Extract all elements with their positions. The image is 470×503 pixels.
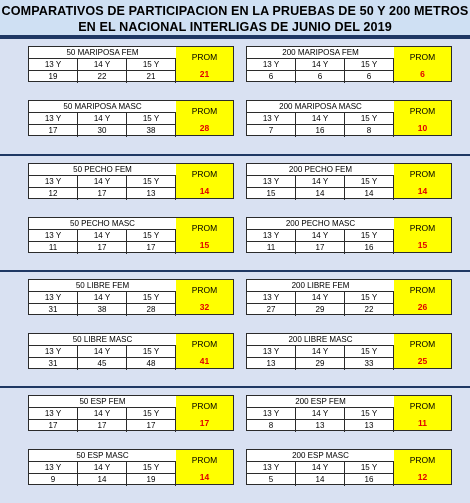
column-header: 14 Y	[296, 59, 345, 71]
value-cell: 27	[247, 304, 296, 316]
value-cell: 38	[78, 304, 127, 316]
prom-cell	[176, 450, 233, 484]
header-title-line2: EN EL NACIONAL INTERLIGAS DE JUNIO DEL 2019	[78, 20, 392, 34]
prom-value: 12	[417, 472, 428, 482]
table-title: 50 ESP MASC	[29, 450, 176, 462]
header-title-line1: COMPARATIVOS DE PARTICIPACION EN LA PRUEBAS DE 50 Y 200 METROS	[1, 4, 469, 18]
column-header: 14 Y	[78, 59, 127, 71]
column-header: 15 Y	[345, 59, 394, 71]
value-cell: 33	[345, 358, 394, 370]
prom-cell	[176, 334, 233, 368]
column-header: 15 Y	[127, 408, 176, 420]
column-header: 14 Y	[78, 462, 127, 474]
prom-value: 15	[417, 240, 428, 250]
prom-cell	[394, 280, 451, 314]
column-header: 13 Y	[247, 59, 296, 71]
column-header: 13 Y	[29, 59, 78, 71]
table-title: 50 MARIPOSA MASC	[29, 101, 176, 113]
prom-label: PROM	[191, 455, 218, 465]
column-header: 13 Y	[29, 230, 78, 242]
stats-table	[28, 395, 234, 431]
prom-cell	[176, 396, 233, 430]
value-cell: 19	[127, 474, 176, 486]
table-title: 50 PECHO FEM	[29, 164, 176, 176]
value-cell: 14	[78, 474, 127, 486]
value-cell: 16	[296, 125, 345, 137]
column-header: 14 Y	[78, 176, 127, 188]
value-cell: 17	[78, 242, 127, 254]
table-title: 50 LIBRE FEM	[29, 280, 176, 292]
column-header: 14 Y	[296, 408, 345, 420]
stats-table	[28, 46, 234, 82]
value-cell: 13	[345, 420, 394, 432]
prom-value: 14	[417, 186, 428, 196]
stats-table	[28, 163, 234, 199]
value-cell: 17	[296, 242, 345, 254]
table-title: 200 MARIPOSA FEM	[247, 47, 394, 59]
value-cell: 29	[296, 304, 345, 316]
column-header: 13 Y	[29, 292, 78, 304]
value-cell: 31	[29, 358, 78, 370]
column-header: 15 Y	[345, 462, 394, 474]
column-header: 13 Y	[29, 113, 78, 125]
table-title: 200 PECHO MASC	[247, 218, 394, 230]
prom-cell	[394, 101, 451, 135]
prom-cell	[394, 396, 451, 430]
stats-table	[246, 333, 452, 369]
stats-table	[246, 279, 452, 315]
prom-cell	[394, 164, 451, 198]
prom-cell	[394, 47, 451, 81]
report-header	[0, 0, 470, 37]
value-cell: 21	[127, 71, 176, 83]
column-header: 14 Y	[78, 408, 127, 420]
table-title: 50 ESP FEM	[29, 396, 176, 408]
column-header: 14 Y	[296, 176, 345, 188]
table-title: 200 LIBRE FEM	[247, 280, 394, 292]
prom-label: PROM	[409, 401, 436, 411]
stats-table	[28, 217, 234, 253]
prom-label: PROM	[409, 106, 436, 116]
prom-cell	[176, 164, 233, 198]
value-cell: 17	[29, 420, 78, 432]
prom-value: 41	[199, 356, 210, 366]
column-header: 15 Y	[345, 113, 394, 125]
prom-value: 15	[199, 240, 210, 250]
table-title: 200 ESP MASC	[247, 450, 394, 462]
column-header: 13 Y	[29, 346, 78, 358]
value-cell: 17	[127, 242, 176, 254]
value-cell: 31	[29, 304, 78, 316]
value-cell: 17	[78, 188, 127, 200]
prom-cell	[394, 218, 451, 252]
value-cell: 11	[247, 242, 296, 254]
value-cell: 8	[345, 125, 394, 137]
column-header: 15 Y	[127, 346, 176, 358]
column-header: 14 Y	[78, 346, 127, 358]
column-header: 15 Y	[345, 230, 394, 242]
value-cell: 6	[247, 71, 296, 83]
stats-table	[28, 333, 234, 369]
prom-label: PROM	[191, 339, 218, 349]
value-cell: 22	[345, 304, 394, 316]
prom-value: 14	[199, 186, 210, 196]
column-header: 13 Y	[247, 292, 296, 304]
prom-value: 6	[420, 69, 425, 79]
column-header: 14 Y	[296, 230, 345, 242]
column-header: 14 Y	[78, 113, 127, 125]
column-header: 15 Y	[127, 292, 176, 304]
table-title: 50 MARIPOSA FEM	[29, 47, 176, 59]
stats-table	[246, 163, 452, 199]
prom-cell	[394, 334, 451, 368]
table-title: 50 PECHO MASC	[29, 218, 176, 230]
prom-label: PROM	[409, 169, 436, 179]
column-header: 13 Y	[247, 462, 296, 474]
column-header: 15 Y	[127, 113, 176, 125]
value-cell: 13	[127, 188, 176, 200]
stats-table	[28, 279, 234, 315]
value-cell: 45	[78, 358, 127, 370]
value-cell: 16	[345, 474, 394, 486]
table-title: 200 LIBRE MASC	[247, 334, 394, 346]
prom-label: PROM	[191, 285, 218, 295]
stats-table	[246, 395, 452, 431]
column-header: 14 Y	[78, 230, 127, 242]
column-header: 13 Y	[247, 408, 296, 420]
value-cell: 28	[127, 304, 176, 316]
prom-cell	[394, 450, 451, 484]
prom-label: PROM	[409, 339, 436, 349]
value-cell: 9	[29, 474, 78, 486]
prom-value: 21	[199, 69, 210, 79]
column-header: 13 Y	[29, 462, 78, 474]
value-cell: 14	[296, 474, 345, 486]
prom-label: PROM	[191, 52, 218, 62]
value-cell: 30	[78, 125, 127, 137]
prom-value: 14	[199, 472, 210, 482]
prom-value: 11	[418, 418, 427, 428]
stats-table	[246, 449, 452, 485]
value-cell: 6	[345, 71, 394, 83]
value-cell: 7	[247, 125, 296, 137]
prom-label: PROM	[409, 223, 436, 233]
column-header: 13 Y	[247, 113, 296, 125]
prom-value: 25	[417, 356, 428, 366]
column-header: 14 Y	[296, 346, 345, 358]
value-cell: 17	[29, 125, 78, 137]
stats-table	[246, 217, 452, 253]
prom-value: 26	[417, 302, 428, 312]
column-header: 14 Y	[296, 113, 345, 125]
column-header: 15 Y	[345, 346, 394, 358]
value-cell: 17	[127, 420, 176, 432]
column-header: 13 Y	[29, 176, 78, 188]
value-cell: 13	[247, 358, 296, 370]
value-cell: 19	[29, 71, 78, 83]
stats-table	[28, 100, 234, 136]
column-header: 15 Y	[345, 408, 394, 420]
prom-label: PROM	[409, 52, 436, 62]
value-cell: 38	[127, 125, 176, 137]
prom-cell	[176, 101, 233, 135]
column-header: 14 Y	[296, 462, 345, 474]
value-cell: 15	[247, 188, 296, 200]
prom-cell	[176, 47, 233, 81]
column-header: 15 Y	[345, 292, 394, 304]
value-cell: 22	[78, 71, 127, 83]
column-header: 15 Y	[127, 230, 176, 242]
prom-label: PROM	[191, 106, 218, 116]
value-cell: 8	[247, 420, 296, 432]
value-cell: 48	[127, 358, 176, 370]
column-header: 15 Y	[127, 176, 176, 188]
value-cell: 16	[345, 242, 394, 254]
prom-value: 28	[199, 123, 210, 133]
column-header: 13 Y	[29, 408, 78, 420]
table-title: 200 MARIPOSA MASC	[247, 101, 394, 113]
stats-table	[28, 449, 234, 485]
stats-table	[246, 46, 452, 82]
prom-label: PROM	[191, 401, 218, 411]
value-cell: 29	[296, 358, 345, 370]
column-header: 14 Y	[296, 292, 345, 304]
stats-table	[246, 100, 452, 136]
prom-label: PROM	[409, 455, 436, 465]
prom-label: PROM	[191, 223, 218, 233]
column-header: 13 Y	[247, 230, 296, 242]
prom-value: 17	[199, 418, 210, 428]
value-cell: 11	[29, 242, 78, 254]
value-cell: 5	[247, 474, 296, 486]
value-cell: 13	[296, 420, 345, 432]
table-title: 50 LIBRE MASC	[29, 334, 176, 346]
prom-label: PROM	[191, 169, 218, 179]
value-cell: 12	[29, 188, 78, 200]
prom-value: 32	[199, 302, 210, 312]
value-cell: 14	[296, 188, 345, 200]
column-header: 15 Y	[127, 462, 176, 474]
column-header: 14 Y	[78, 292, 127, 304]
prom-value: 10	[417, 123, 428, 133]
prom-cell	[176, 280, 233, 314]
column-header: 13 Y	[247, 346, 296, 358]
value-cell: 17	[78, 420, 127, 432]
table-title: 200 PECHO FEM	[247, 164, 394, 176]
table-title: 200 ESP FEM	[247, 396, 394, 408]
column-header: 15 Y	[345, 176, 394, 188]
prom-cell	[176, 218, 233, 252]
column-header: 13 Y	[247, 176, 296, 188]
prom-label: PROM	[409, 285, 436, 295]
value-cell: 14	[345, 188, 394, 200]
column-header: 15 Y	[127, 59, 176, 71]
value-cell: 6	[296, 71, 345, 83]
